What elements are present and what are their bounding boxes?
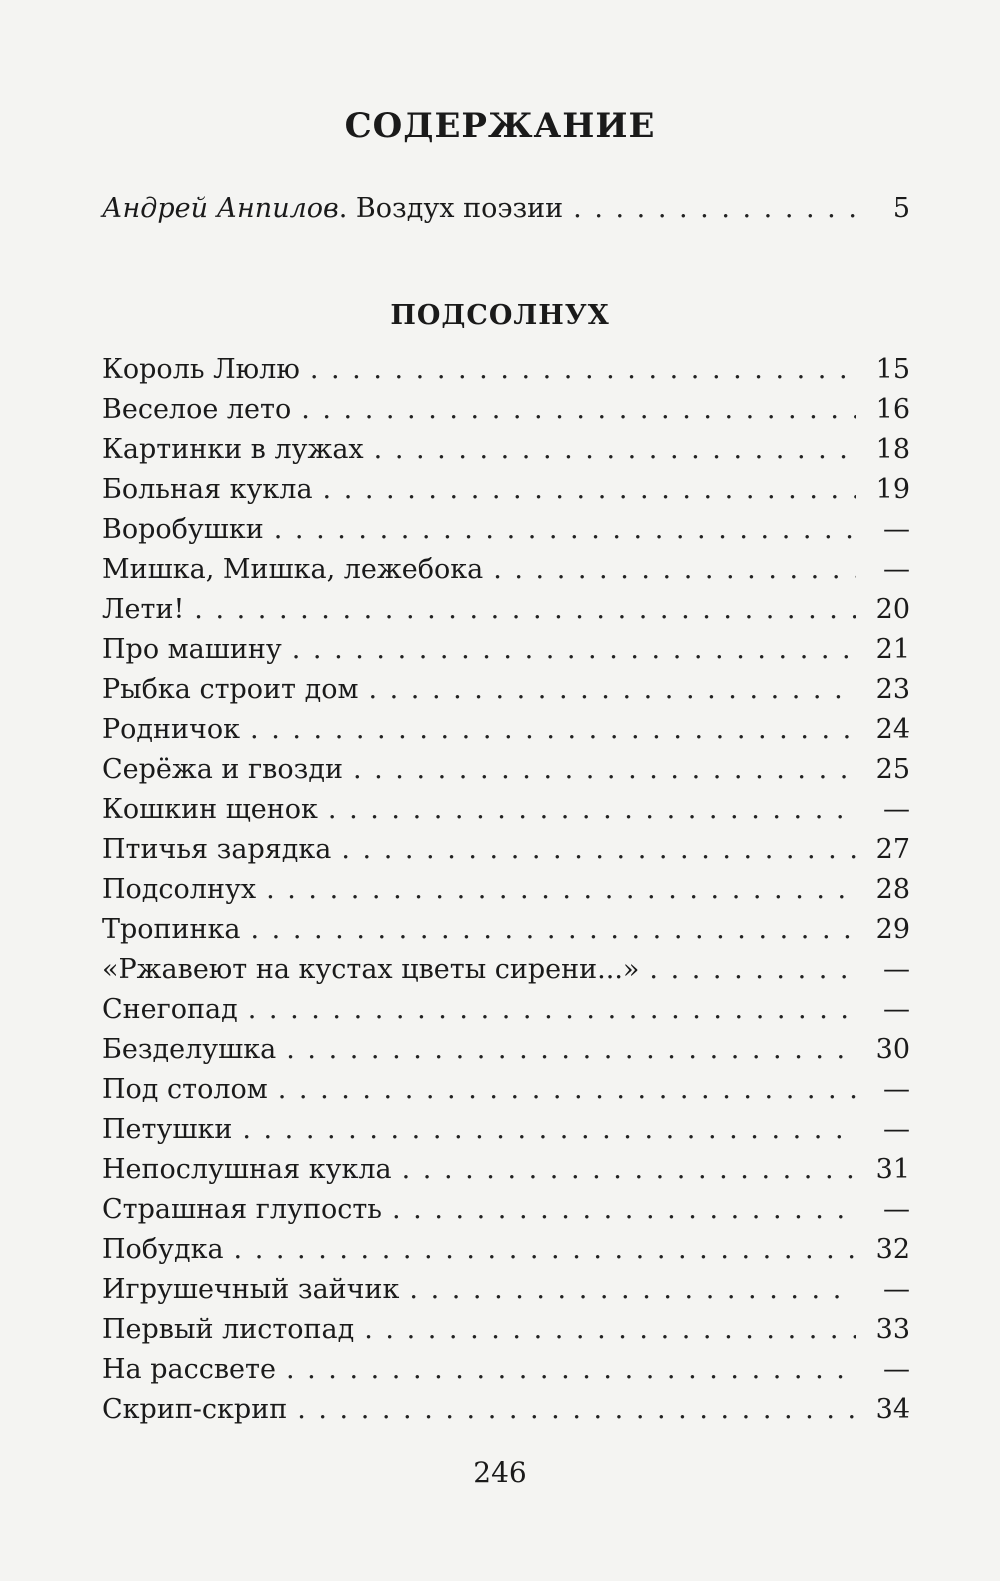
toc-entry-title: Тропинка [102, 914, 241, 945]
toc-entry-title: Первый листопад [102, 1314, 355, 1345]
toc-entry [102, 710, 910, 750]
toc-entry-title: Страшная глупость [102, 1194, 382, 1225]
toc-entry-page: 30 [875, 1034, 910, 1065]
toc-entry-page: — [883, 1074, 910, 1105]
toc-entry-title: Снегопад [102, 994, 238, 1025]
dot-leader [402, 1150, 856, 1190]
toc-entry-page: 27 [875, 834, 910, 865]
toc-entry [102, 990, 910, 1030]
toc-entry-author: Андрей Анпилов [102, 193, 339, 224]
toc-entry-page: — [883, 1354, 910, 1385]
dot-leader [328, 790, 856, 830]
toc-entry [102, 1230, 910, 1270]
toc-entry-title: Король Люлю [102, 354, 300, 385]
toc-entry [102, 910, 910, 950]
toc-entry-page: 24 [875, 714, 910, 745]
dot-leader [234, 1230, 856, 1270]
toc-entry [102, 1150, 910, 1190]
toc-entry-page: — [883, 1114, 910, 1145]
dot-leader [341, 830, 856, 870]
dot-leader [301, 390, 856, 430]
toc-entry [102, 670, 910, 710]
dot-leader [248, 990, 856, 1030]
dot-leader [292, 630, 856, 670]
toc-entry-page: 16 [875, 394, 910, 425]
toc-entry-page: — [883, 1274, 910, 1305]
toc-entry-page: 34 [875, 1394, 910, 1425]
toc-entry-page: 33 [875, 1314, 910, 1345]
dot-leader [374, 430, 856, 470]
dot-leader [278, 1070, 856, 1110]
toc-entry-page: — [883, 954, 910, 985]
toc-entry-page: 28 [875, 874, 910, 905]
dot-leader [573, 189, 856, 229]
toc-entry [102, 870, 910, 910]
dot-leader [368, 670, 856, 710]
toc-entry-title: Скрип-скрип [102, 1394, 288, 1425]
toc-entry-page: 21 [875, 634, 910, 665]
toc-entry [102, 790, 910, 830]
dot-leader [297, 1390, 856, 1430]
toc-entry [102, 590, 910, 630]
toc-entry [102, 830, 910, 870]
toc-entry-title: Безделушка [102, 1034, 277, 1065]
toc-entry-title: Серёжа и гвозди [102, 754, 343, 785]
toc-entry-page: — [883, 554, 910, 585]
dot-leader [286, 1030, 856, 1070]
toc-entry [102, 750, 910, 790]
toc-entry-title: «Ржавеют на кустах цветы сирени...» [102, 954, 640, 985]
toc-entry [102, 390, 910, 430]
toc-entry [102, 1350, 910, 1390]
toc-entry-page: — [883, 794, 910, 825]
dot-leader [194, 590, 856, 630]
toc-entry-title [102, 189, 563, 229]
toc-entry-page: 25 [875, 754, 910, 785]
dot-leader [353, 750, 856, 790]
dot-leader [392, 1190, 856, 1230]
toc-entry-title: Рыбка строит дом [102, 674, 359, 705]
toc-entry-title: Мишка, Мишка, лежебока [102, 554, 484, 585]
toc-entry-page: — [883, 1194, 910, 1225]
toc-entry-title: Побудка [102, 1234, 224, 1265]
toc-entry-page: 31 [875, 1154, 910, 1185]
toc-entry-title: Воробушки [102, 514, 264, 545]
toc-entry [102, 630, 910, 670]
toc-entry-title: Родничок [102, 714, 241, 745]
toc-entry-title: На рассвете [102, 1354, 276, 1385]
toc-entry-title: Петушки [102, 1114, 233, 1145]
toc-entry [102, 950, 910, 990]
toc-entry [102, 1190, 910, 1230]
toc-entry [102, 1390, 910, 1430]
dot-leader [266, 870, 856, 910]
dot-leader [250, 710, 856, 750]
toc-entry [102, 1070, 910, 1110]
toc-entry-page: 20 [875, 594, 910, 625]
toc-entry [102, 430, 910, 470]
toc-entry-page: 19 [875, 474, 910, 505]
dot-leader [409, 1270, 856, 1310]
toc-entry-title: Под столом [102, 1074, 268, 1105]
dot-leader [323, 470, 856, 510]
toc-entry-page: — [883, 514, 910, 545]
toc-entry-title: Веселое лето [102, 394, 292, 425]
page-title: СОДЕРЖАНИЕ [344, 106, 656, 146]
toc-entry-title: Картинки в лужах [102, 434, 364, 465]
dot-leader [274, 510, 856, 550]
toc-entry-page: 23 [875, 674, 910, 705]
toc-entry [102, 510, 910, 550]
toc-entry-page: 32 [875, 1234, 910, 1265]
toc-entry-title: Лети! [102, 594, 185, 625]
section-title: ПОДСОЛНУХ [390, 300, 610, 331]
toc-entry-title: Игрушечный зайчик [102, 1274, 400, 1305]
toc-entry [102, 470, 910, 510]
toc-entry-title: Больная кукла [102, 474, 313, 505]
toc-entry-title-text: . Воздух поэзии [338, 193, 564, 224]
toc-entry-page: 15 [875, 354, 910, 385]
toc-entry-title: Непослушная кукла [102, 1154, 392, 1185]
toc-entry-title: Кошкин щенок [102, 794, 318, 825]
toc-entry [102, 550, 910, 590]
dot-leader [364, 1310, 856, 1350]
toc-entry-page: 18 [875, 434, 910, 465]
dot-leader [649, 950, 856, 990]
toc-entry [102, 1270, 910, 1310]
toc-entry [102, 1110, 910, 1150]
page-number: 246 [473, 1456, 527, 1489]
dot-leader [310, 350, 856, 390]
dot-leader [493, 550, 856, 590]
dot-leader [242, 1110, 856, 1150]
toc-entry-title: Подсолнух [102, 874, 257, 905]
toc-entry [102, 350, 910, 390]
toc-entry-title: Птичья зарядка [102, 834, 332, 865]
toc-entry [102, 1030, 910, 1070]
toc-entry-page: 5 [892, 193, 910, 224]
toc-entry-page: — [883, 994, 910, 1025]
toc-entry-page: 29 [875, 914, 910, 945]
toc-intro-entry [102, 189, 910, 229]
toc-entry-title: Про машину [102, 634, 282, 665]
dot-leader [251, 910, 856, 950]
toc-entry [102, 1310, 910, 1350]
dot-leader [286, 1350, 856, 1390]
